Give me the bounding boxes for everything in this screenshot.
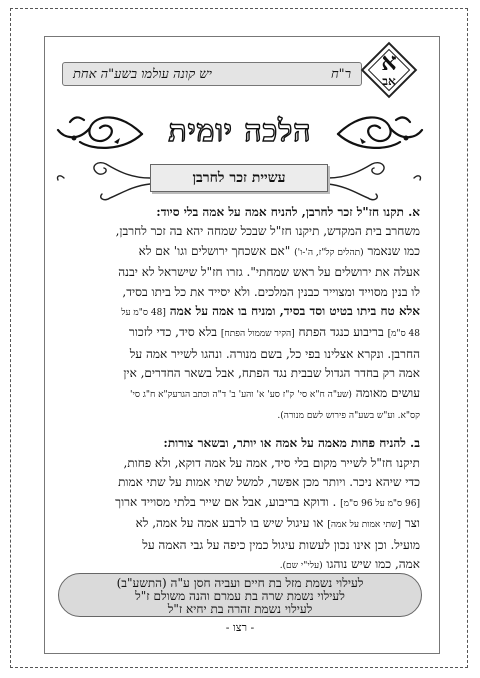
section-b-line: וצר xyxy=(404,516,420,531)
section-a-heading: א. תקנו חז"ל זכר לחרבן, להניח אמה על אמה בלי סיוד: xyxy=(156,205,420,219)
emblem-month: אב xyxy=(382,74,396,88)
header-theme: יש קונה עולמו בשע"ה אחת xyxy=(73,67,212,82)
dedication-line: לעילוי נשמת שרה בת עמרם והנה משולם ז"ל xyxy=(135,589,345,603)
section-a-source: (תהלים קל"ז, ה'-ו') xyxy=(294,247,364,258)
section-a-line: משחרב בית המקדש, תיקנו חז"ל שבכל שמחה יהא בה זכר לחרבן, xyxy=(115,224,420,239)
main-title: הלכה יומית xyxy=(168,114,312,149)
page-number: - רצו - xyxy=(225,621,255,634)
title-area xyxy=(50,108,430,156)
dedication-line: לעילוי נשמת מזל בת חיים ועביה חסן ע"ה (התשע"ב) xyxy=(116,576,364,590)
dedication-line: לעילוי נשמת זהרה בת יחיא ז"ל xyxy=(167,602,313,616)
section-a-line: עושים מאומה xyxy=(355,385,420,400)
section-b-source: [96 ס"מ על 96 ס"מ] xyxy=(340,498,420,509)
subtitle-area xyxy=(50,158,430,204)
section-a-line: כמו שנאמר xyxy=(367,243,420,258)
section-a xyxy=(60,203,420,426)
section-a-source: 48 ס"מ] xyxy=(387,329,420,340)
section-b-line: תיקנו חז"ל לשייר מקום בלי סיד, אמה על אמה דוקא, ולא פחות, xyxy=(123,455,420,470)
subtitle-box: עשיית זכר לחרבן xyxy=(150,164,328,192)
section-a-line: "אם אשכחך ירושלים וגו' אם לא xyxy=(138,243,291,258)
section-a-source: (שע"ה ח"א סי' ק"ז סע' א' והע' ב' ד"ה וכתב הגרעק"א ח"ג סי' xyxy=(130,389,352,400)
section-a-source: [הקיר שממול הפתח] xyxy=(220,329,295,340)
section-a-line: החרבן. ונקרא אצלינו בפי כל, בשם מנורה. ונהגו לשייר אמה על xyxy=(129,346,420,361)
section-b xyxy=(60,434,420,576)
header-page-ref: ר"ח xyxy=(330,67,351,82)
section-b-line: אמה, כמו שיש נוהגו xyxy=(326,556,420,571)
section-a-line: אעלה את ירושלים על ראש שמחתי". גזרו חז"ל שישראל לא יבנה xyxy=(118,265,420,280)
emblem-letter: א xyxy=(381,47,397,76)
section-b-line: או עיגול שיש בו לרבע אמה על אמה, לא xyxy=(135,516,324,531)
halacha-content xyxy=(60,203,420,584)
section-a-line: אמה רק בחדר הגדול שבבית נגד הפתח, אבל בשאר החדרים, אין xyxy=(123,366,420,381)
header-bar xyxy=(62,62,362,86)
section-b-line: . ודוקא בריבוע, אבל אם שייר בלתי מסוייד ארוך xyxy=(115,494,337,509)
section-b-line: מועיל. וכן אינו נכון לעשות עיגול כמין כיפה על גבי האמה על xyxy=(142,537,420,552)
section-b-source: (עלי"י שם). xyxy=(279,560,323,571)
section-a-source: [48 ס"מ על xyxy=(121,308,166,319)
section-a-line: בלא סיד, כדי לזכור xyxy=(128,325,218,340)
section-a-line: אלא טח ביתו בטיט וסד בסיד, ומניח בו אמה על אמה xyxy=(169,304,420,319)
section-b-source: [שתי אמות על אמה] xyxy=(327,520,401,531)
dedication-box xyxy=(58,573,422,617)
section-a-line: לו בנין מסוייד ומצוייר כבנין המלכים. ולא יסייד את כל ביתו בסיד, xyxy=(122,284,420,299)
section-a-source: קס"א. וע"ש בשע"ה פירוש לשם מנורה). xyxy=(277,411,420,422)
date-emblem xyxy=(363,44,417,98)
section-b-heading: ב. להניח פחות מאמה על אמה או יותר, ובשאר צורות: xyxy=(163,436,420,451)
section-a-line: בריבוע כנגד הפתח xyxy=(298,325,384,340)
section-b-line: כדי שיהא ניכר. ויותר מכן אפשר, למשל שתי אמות על שתי אמות xyxy=(118,475,420,490)
